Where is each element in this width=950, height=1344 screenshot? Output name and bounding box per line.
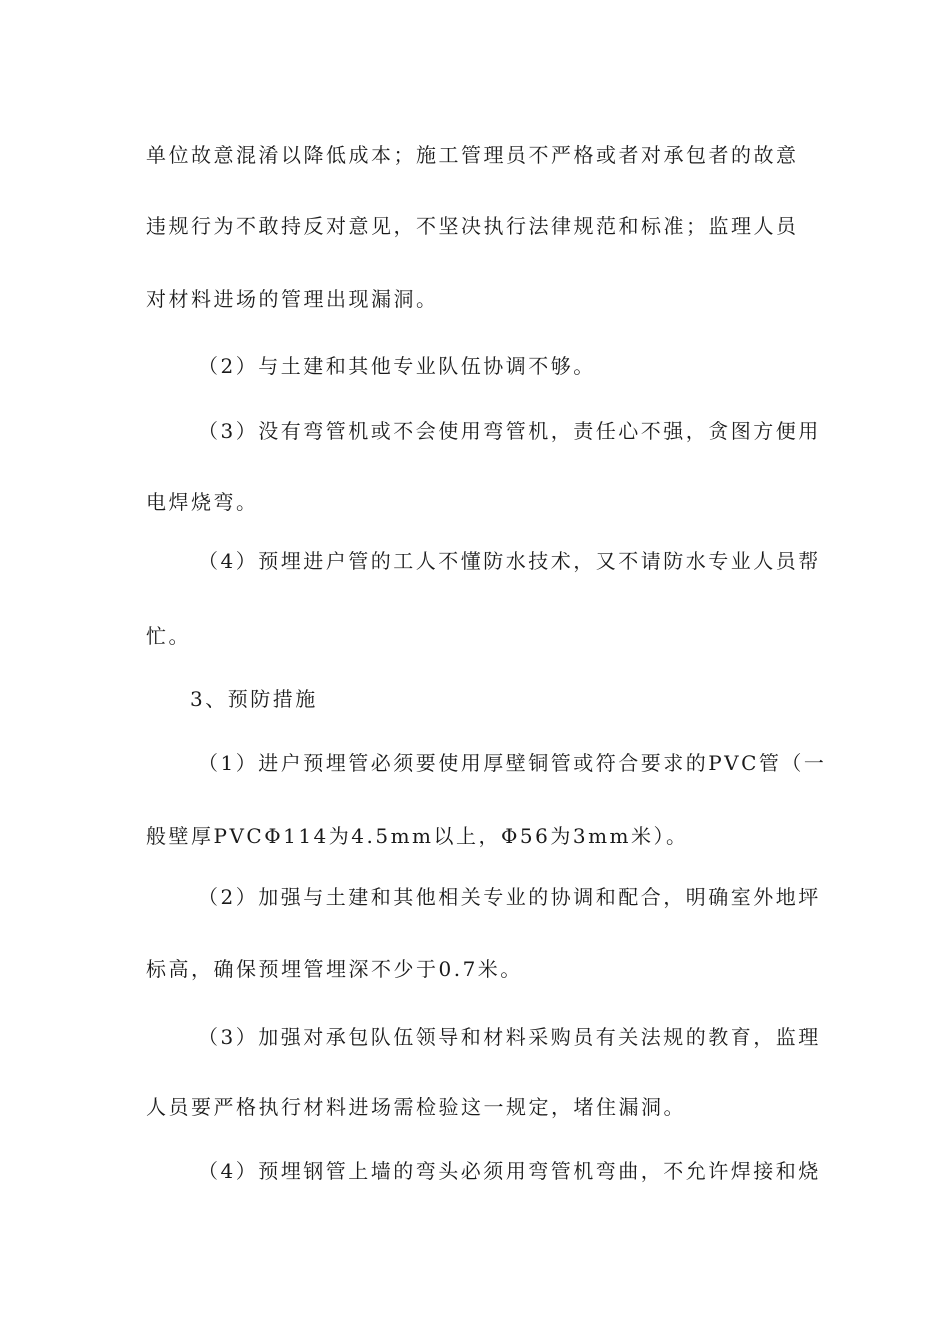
section-heading: 3、预防措施: [190, 687, 318, 711]
paragraph-line: （4）预埋钢管上墙的弯头必须用弯管机弯曲，不允许焊接和烧: [198, 1159, 821, 1183]
paragraph-line: 电焊烧弯。: [146, 490, 259, 514]
paragraph-line: 对材料进场的管理出现漏洞。: [146, 287, 439, 311]
paragraph-line: 人员要严格执行材料进场需检验这一规定，堵住漏洞。: [146, 1095, 686, 1119]
paragraph-line: （2）与土建和其他专业队伍协调不够。: [198, 354, 596, 378]
paragraph-line: （3）加强对承包队伍领导和材料采购员有关法规的教育，监理: [198, 1025, 821, 1049]
paragraph-line: 忙。: [146, 624, 191, 648]
paragraph-line: 般壁厚PVCΦ114为4.5mm以上，Φ56为3mm米）。: [146, 824, 689, 848]
paragraph-line: 违规行为不敢持反对意见，不坚决执行法律规范和标准；监理人员: [146, 214, 799, 238]
paragraph-line: （1）进户预埋管必须要使用厚壁铜管或符合要求的PVC管（一: [198, 751, 827, 775]
paragraph-line: （2）加强与土建和其他相关专业的协调和配合，明确室外地坪: [198, 885, 821, 909]
paragraph-line: 标高，确保预埋管埋深不少于0.7米。: [146, 957, 523, 981]
paragraph-line: （4）预埋进户管的工人不懂防水技术，又不请防水专业人员帮: [198, 549, 821, 573]
paragraph-line: 单位故意混淆以降低成本；施工管理员不严格或者对承包者的故意: [146, 143, 799, 167]
paragraph-line: （3）没有弯管机或不会使用弯管机，责任心不强，贪图方便用: [198, 419, 821, 443]
